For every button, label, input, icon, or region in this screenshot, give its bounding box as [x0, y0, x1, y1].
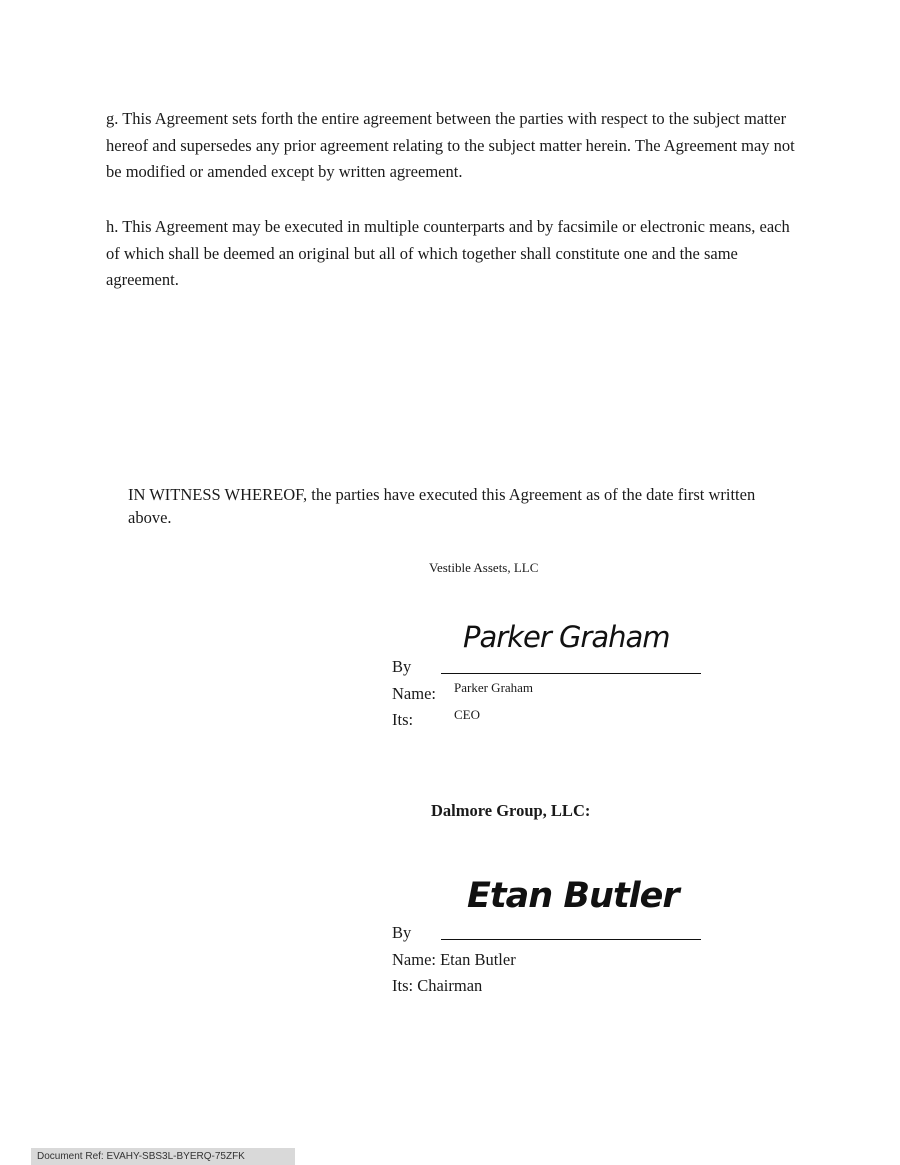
party1-title: CEO — [454, 707, 480, 722]
party2-name: Name: Etan Butler — [392, 950, 516, 969]
party2-by-label: By — [392, 923, 412, 942]
party2-company: Dalmore Group, LLC: — [431, 801, 591, 820]
party1-company: Vestible Assets, LLC — [429, 560, 539, 575]
party1-by-label: By — [392, 657, 412, 676]
clause-h: h. This Agreement may be executed in multiple counterparts and by facsimile or electronic means, each of which shall be deemed an original but all of which together shall constitute one and the same agreement. — [106, 217, 790, 289]
witness-statement: IN WITNESS WHEREOF, the parties have executed this Agreement as of the date first written above. — [128, 485, 756, 527]
party2-title: Its: Chairman — [392, 976, 483, 995]
clause-g: g. This Agreement sets forth the entire agreement between the parties with respect to the subject matter hereof and supersedes any prior agreement relating to the subject matter herein. The Agreement may not be modified or amended except by written agreement. — [106, 109, 795, 181]
party2-signature-line — [441, 939, 701, 940]
party1-signature: Parker Graham — [463, 620, 670, 654]
party1-name-label: Name: — [392, 684, 436, 703]
party2-signature: Etan Butler — [467, 876, 679, 916]
party1-its-label: Its: — [392, 710, 414, 729]
party1-name: Parker Graham — [454, 680, 534, 695]
party1-signature-line — [441, 673, 701, 674]
document-ref-footer: Document Ref: EVAHY-SBS3L-BYERQ-75ZFK — [31, 1148, 295, 1165]
